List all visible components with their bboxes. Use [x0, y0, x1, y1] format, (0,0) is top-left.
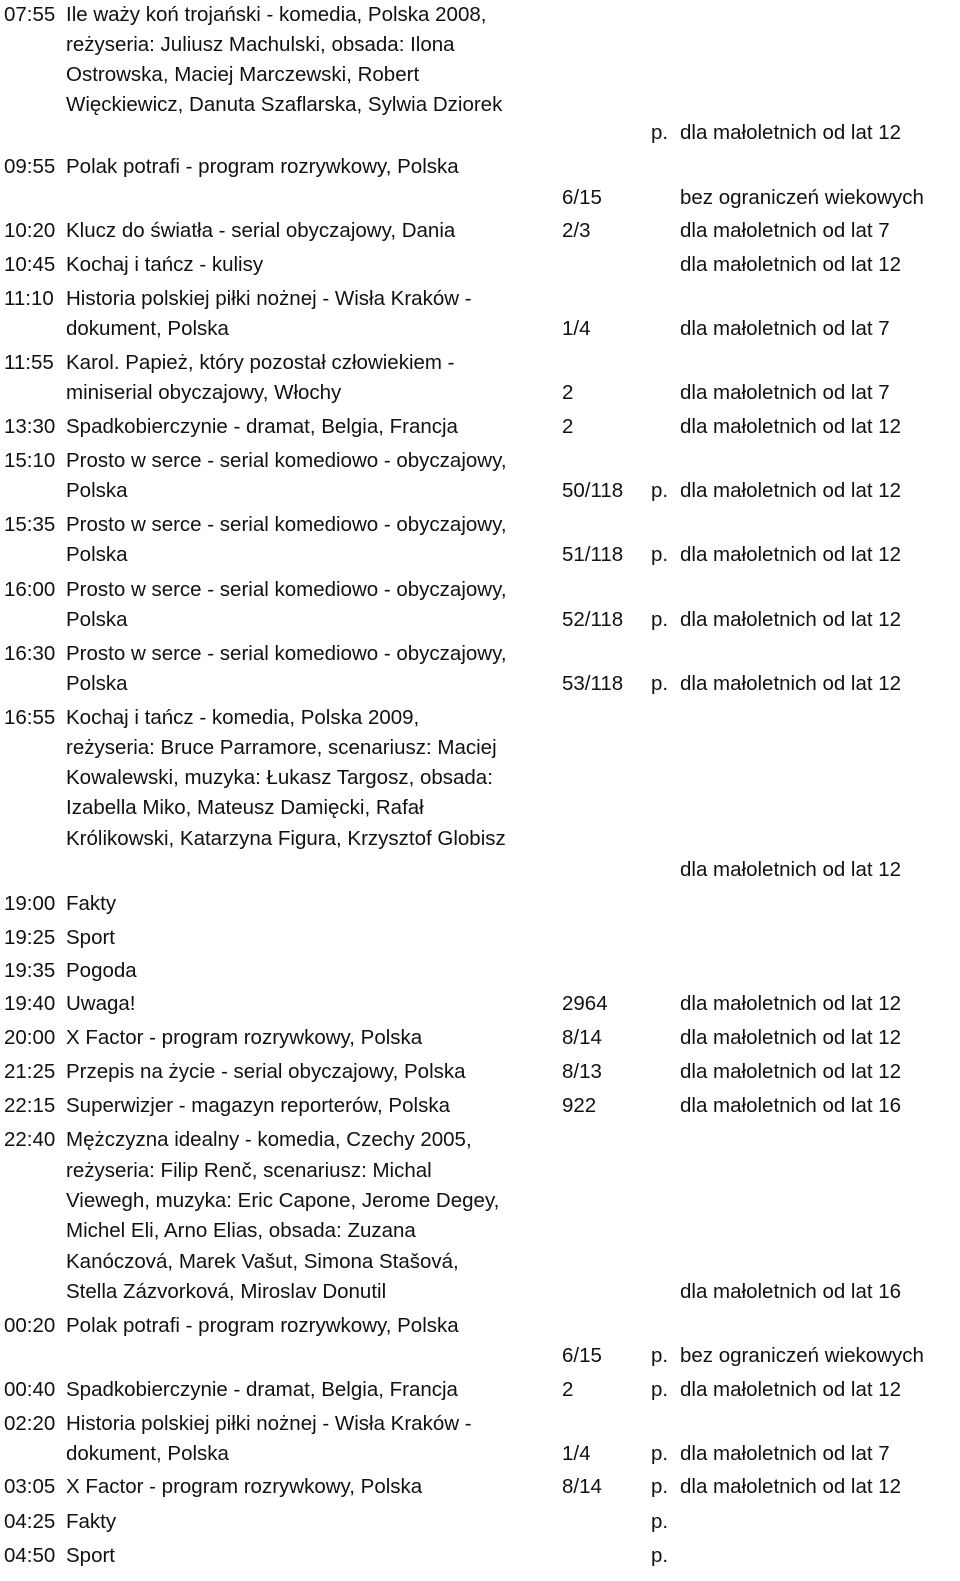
age-rating: dla małoletnich od lat 7 — [680, 219, 890, 242]
program-time: 09:55 — [4, 155, 56, 178]
age-rating: dla małoletnich od lat 12 — [680, 415, 902, 438]
program-title-line: Prosto w serce - serial komediowo - obyczajowy, — [66, 513, 507, 536]
age-rating: dla małoletnich od lat 7 — [680, 381, 890, 404]
program-time: 10:20 — [4, 219, 56, 242]
episode-number: 922 — [562, 1094, 597, 1117]
episode-number: 2 — [562, 1378, 574, 1401]
program-time: 16:00 — [4, 578, 56, 601]
premiere-flag: p. — [651, 121, 669, 144]
age-rating: dla małoletnich od lat 12 — [680, 992, 902, 1015]
program-title-line: X Factor - program rozrywkowy, Polska — [66, 1475, 423, 1498]
program-title-line: Karol. Papież, który pozostał człowiekiem - — [66, 351, 455, 374]
age-rating: dla małoletnich od lat 12 — [680, 253, 902, 276]
program-title-line: Fakty — [66, 892, 117, 915]
program-title-line: Przepis na życie - serial obyczajowy, Polska — [66, 1060, 466, 1083]
premiere-flag: p. — [651, 1344, 669, 1367]
premiere-flag: p. — [651, 1378, 669, 1401]
program-title-line: Polska — [66, 672, 128, 695]
program-time: 02:20 — [4, 1412, 56, 1435]
episode-number: 51/118 — [562, 543, 624, 566]
program-title-line: Izabella Miko, Mateusz Damięcki, Rafał — [66, 796, 424, 819]
program-title-line: Stella Zázvorková, Miroslav Donutil — [66, 1280, 387, 1303]
program-title-line: Kanóczová, Marek Vašut, Simona Stašová, — [66, 1250, 459, 1273]
age-rating: dla małoletnich od lat 12 — [680, 1060, 902, 1083]
program-title-line: Prosto w serce - serial komediowo - obyczajowy, — [66, 578, 507, 601]
program-title-line: Prosto w serce - serial komediowo - obyczajowy, — [66, 642, 507, 665]
program-time: 03:05 — [4, 1475, 56, 1498]
premiere-flag: p. — [651, 672, 669, 695]
episode-number: 8/14 — [562, 1026, 602, 1049]
episode-number: 2964 — [562, 992, 608, 1015]
program-title-line: Michel Eli, Arno Elias, obsada: Zuzana — [66, 1219, 416, 1242]
program-title-line: Historia polskiej piłki nożnej - Wisła Kraków - — [66, 1412, 472, 1435]
program-time: 13:30 — [4, 415, 56, 438]
program-title-line: Królikowski, Katarzyna Figura, Krzysztof Globisz — [66, 827, 506, 850]
premiere-flag: p. — [651, 543, 669, 566]
episode-number: 50/118 — [562, 479, 624, 502]
age-rating: dla małoletnich od lat 16 — [680, 1280, 902, 1303]
age-rating: dla małoletnich od lat 12 — [680, 858, 902, 881]
program-title-line: X Factor - program rozrywkowy, Polska — [66, 1026, 423, 1049]
program-time: 16:55 — [4, 706, 56, 729]
program-title-line: Klucz do światła - serial obyczajowy, Dania — [66, 219, 456, 242]
episode-number: 1/4 — [562, 1442, 591, 1465]
episode-number: 8/14 — [562, 1475, 602, 1498]
program-title-line: Superwizjer - magazyn reporterów, Polska — [66, 1094, 450, 1117]
episode-number: 2/3 — [562, 219, 591, 242]
premiere-flag: p. — [651, 1475, 669, 1498]
program-title-line: Polska — [66, 608, 128, 631]
program-time: 04:25 — [4, 1510, 56, 1533]
program-title-line: dokument, Polska — [66, 317, 229, 340]
age-rating: dla małoletnich od lat 7 — [680, 317, 890, 340]
program-time: 16:30 — [4, 642, 56, 665]
program-time: 19:35 — [4, 959, 56, 982]
age-rating: bez ograniczeń wiekowych — [680, 186, 924, 209]
program-time: 11:10 — [4, 287, 54, 310]
program-time: 10:45 — [4, 253, 56, 276]
program-title-line: Sport — [66, 1544, 115, 1567]
program-time: 00:40 — [4, 1378, 56, 1401]
premiere-flag: p. — [651, 608, 669, 631]
program-title-line: Spadkobierczynie - dramat, Belgia, Francja — [66, 415, 458, 438]
program-title-line: Więckiewicz, Danuta Szaflarska, Sylwia Dziorek — [66, 93, 503, 116]
episode-number: 1/4 — [562, 317, 591, 340]
program-title-line: Polak potrafi - program rozrywkowy, Polska — [66, 155, 459, 178]
program-title-line: Mężczyzna idealny - komedia, Czechy 2005, — [66, 1128, 472, 1151]
program-title-line: Kowalewski, muzyka: Łukasz Targosz, obsada: — [66, 766, 493, 789]
episode-number: 2 — [562, 381, 574, 404]
program-title-line: Polak potrafi - program rozrywkowy, Polska — [66, 1314, 459, 1337]
program-time: 07:55 — [4, 3, 56, 26]
program-time: 15:35 — [4, 513, 56, 536]
age-rating: dla małoletnich od lat 12 — [680, 479, 902, 502]
program-title-line: Polska — [66, 543, 128, 566]
program-title-line: Polska — [66, 479, 128, 502]
program-title-line: dokument, Polska — [66, 1442, 229, 1465]
episode-number: 2 — [562, 415, 574, 438]
program-time: 15:10 — [4, 449, 56, 472]
episode-number: 6/15 — [562, 1344, 602, 1367]
age-rating: dla małoletnich od lat 12 — [680, 1475, 902, 1498]
program-title-line: Kochaj i tańcz - komedia, Polska 2009, — [66, 706, 420, 729]
program-title-line: Ile waży koń trojański - komedia, Polska 2008, — [66, 3, 487, 26]
program-time: 04:50 — [4, 1544, 56, 1567]
program-time: 11:55 — [4, 351, 54, 374]
premiere-flag: p. — [651, 479, 669, 502]
age-rating: dla małoletnich od lat 12 — [680, 672, 902, 695]
age-rating: bez ograniczeń wiekowych — [680, 1344, 924, 1367]
episode-number: 52/118 — [562, 608, 624, 631]
program-title-line: Historia polskiej piłki nożnej - Wisła Kraków - — [66, 287, 472, 310]
program-title-line: Sport — [66, 926, 115, 949]
program-title-line: reżyseria: Juliusz Machulski, obsada: Ilona — [66, 33, 455, 56]
program-time: 20:00 — [4, 1026, 56, 1049]
program-time: 19:00 — [4, 892, 56, 915]
episode-number: 6/15 — [562, 186, 602, 209]
age-rating: dla małoletnich od lat 12 — [680, 121, 902, 144]
premiere-flag: p. — [651, 1442, 669, 1465]
program-time: 22:15 — [4, 1094, 56, 1117]
program-time: 19:40 — [4, 992, 56, 1015]
age-rating: dla małoletnich od lat 12 — [680, 1378, 902, 1401]
program-title-line: Viewegh, muzyka: Eric Capone, Jerome Degey, — [66, 1189, 500, 1212]
program-title-line: reżyseria: Filip Renč, scenariusz: Michal — [66, 1159, 432, 1182]
age-rating: dla małoletnich od lat 12 — [680, 1026, 902, 1049]
program-time: 22:40 — [4, 1128, 56, 1151]
program-title-line: Spadkobierczynie - dramat, Belgia, Francja — [66, 1378, 458, 1401]
premiere-flag: p. — [651, 1510, 669, 1533]
program-title-line: Fakty — [66, 1510, 117, 1533]
program-title-line: miniserial obyczajowy, Włochy — [66, 381, 342, 404]
program-title-line: reżyseria: Bruce Parramore, scenariusz: Maciej — [66, 736, 497, 759]
program-title-line: Ostrowska, Maciej Marczewski, Robert — [66, 63, 420, 86]
age-rating: dla małoletnich od lat 12 — [680, 543, 902, 566]
program-title-line: Uwaga! — [66, 992, 136, 1015]
age-rating: dla małoletnich od lat 16 — [680, 1094, 902, 1117]
program-title-line: Prosto w serce - serial komediowo - obyczajowy, — [66, 449, 507, 472]
program-title-line: Pogoda — [66, 959, 137, 982]
program-time: 00:20 — [4, 1314, 56, 1337]
episode-number: 8/13 — [562, 1060, 602, 1083]
age-rating: dla małoletnich od lat 12 — [680, 608, 902, 631]
age-rating: dla małoletnich od lat 7 — [680, 1442, 890, 1465]
program-time: 19:25 — [4, 926, 56, 949]
premiere-flag: p. — [651, 1544, 669, 1567]
program-title-line: Kochaj i tańcz - kulisy — [66, 253, 264, 276]
program-time: 21:25 — [4, 1060, 56, 1083]
episode-number: 53/118 — [562, 672, 624, 695]
